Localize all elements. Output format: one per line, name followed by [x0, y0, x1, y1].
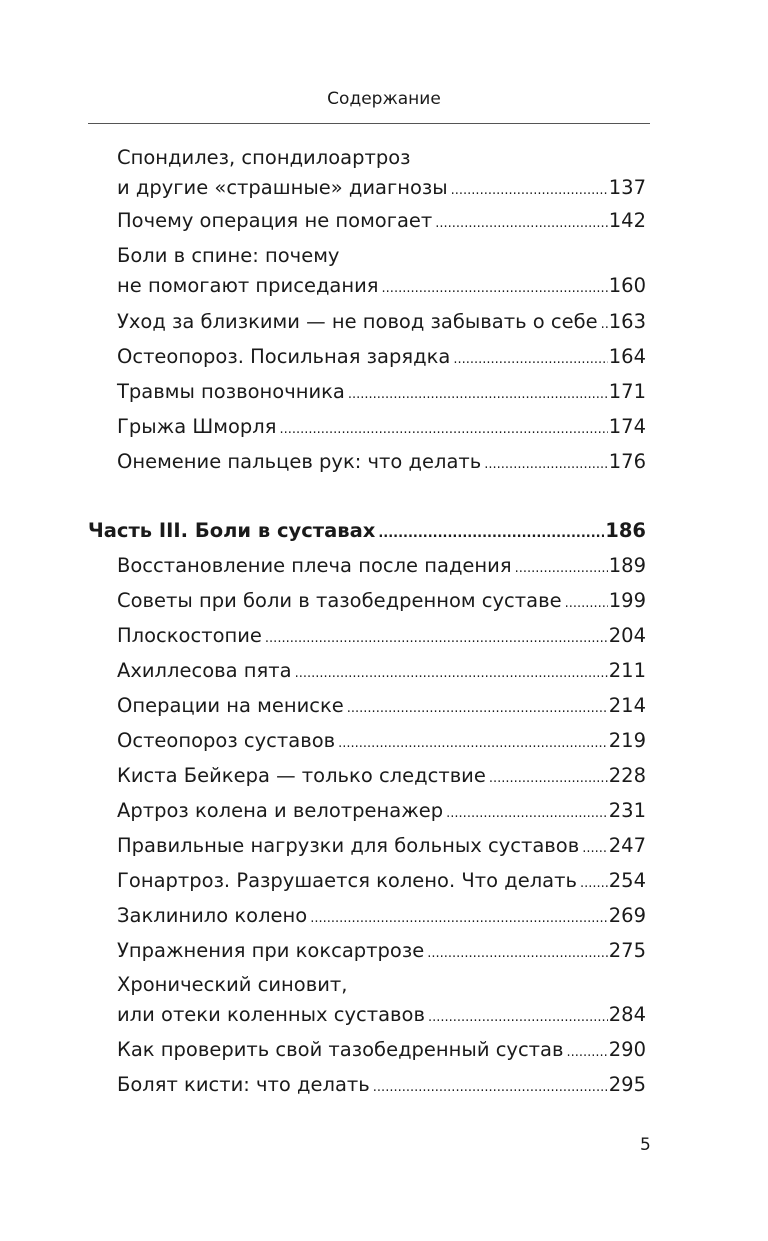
toc-entry-title: Как проверить свой тазобедренный сустав — [117, 1038, 564, 1061]
toc-leader-dots — [373, 1073, 608, 1103]
running-head-title: Содержание — [327, 89, 441, 109]
toc-entry-page: 254 — [608, 869, 646, 892]
toc-entry-page: 228 — [608, 764, 646, 787]
toc-entry-page: 284 — [608, 1003, 646, 1026]
toc-entry-page: 164 — [608, 345, 646, 368]
toc-entry-page: 219 — [608, 729, 646, 752]
toc-entry-schmorl-hernia[interactable] — [117, 412, 646, 442]
toc-part-page: 186 — [605, 519, 646, 542]
toc-entry-page: 269 — [608, 904, 646, 927]
toc-entry-title: Остеопороз суставов — [117, 729, 336, 752]
toc-entry-title: не помогают приседания — [117, 274, 379, 297]
toc-entry-title: и другие «страшные» диагнозы — [117, 176, 448, 199]
toc-entry-title: Остеопороз. Посильная зарядка — [117, 345, 451, 368]
toc-entry-title: Киста Бейкера — только следствие — [117, 764, 486, 787]
toc-leader-dots — [565, 589, 608, 619]
toc-entry-title: Заклинило колено — [117, 904, 308, 927]
toc-entry-page: 160 — [608, 274, 646, 297]
toc-entry[interactable] — [117, 1035, 646, 1065]
toc-entry-page: 171 — [608, 380, 646, 403]
toc-entry-page: 174 — [608, 415, 646, 438]
toc-entry-page: 204 — [608, 624, 646, 647]
toc-entry[interactable] — [117, 866, 646, 896]
toc-entry[interactable] — [117, 761, 646, 791]
toc-entry-title: Операции на мениске — [117, 694, 344, 717]
toc-leader-dots — [453, 345, 607, 375]
toc-entry-page: 275 — [608, 939, 646, 962]
toc-entry-title: Онемение пальцев рук: что делать — [117, 450, 482, 473]
toc-entry-page: 163 — [608, 310, 646, 333]
toc-entry-title: Ахиллесова пята — [117, 659, 292, 682]
toc-entry-page: 142 — [608, 209, 646, 232]
toc-entry[interactable] — [117, 796, 646, 826]
toc-entry-finger-numbness[interactable] — [117, 447, 646, 477]
toc-entry-page: 137 — [608, 176, 646, 199]
toc-entry[interactable] — [117, 656, 646, 686]
toc-entry-title: Упражнения при коксартрозе — [117, 939, 425, 962]
toc-entry-title: Грыжа Шморля — [117, 415, 277, 438]
toc-leader-dots — [338, 729, 608, 759]
toc-leader-dots — [489, 764, 608, 794]
toc-entry-page: 189 — [608, 554, 646, 577]
toc-entry-title: Гонартроз. Разрушается колено. Что делать — [117, 869, 577, 892]
toc-entry-page: 176 — [608, 450, 646, 473]
toc-entry-title-line1: Спондилез, спондилоартроз — [117, 146, 411, 169]
toc-leader-dots — [348, 380, 608, 410]
toc-leader-dots — [435, 209, 608, 239]
toc-entry-osteoporosis-exercise[interactable] — [117, 342, 646, 372]
toc-entry[interactable] — [117, 831, 646, 861]
toc-entry[interactable] — [117, 936, 646, 966]
toc-entry[interactable] — [117, 970, 646, 1030]
toc-leader-dots — [484, 450, 608, 480]
toc-entry-title: Плоскостопие — [117, 624, 262, 647]
toc-part-heading[interactable] — [88, 516, 646, 546]
toc-entry-title: Травмы позвоночника — [117, 380, 345, 403]
toc-leader-dots — [347, 694, 608, 724]
toc-entry-title-line1: Боли в спине: почему — [117, 244, 340, 267]
toc-leader-dots — [451, 176, 608, 206]
toc-entry-title-line1: Хронический синовит, — [117, 973, 348, 996]
toc-entry-spondylosis[interactable] — [117, 143, 646, 203]
toc-leader-dots — [427, 939, 608, 969]
toc-entry-page: 247 — [608, 834, 646, 857]
toc-leader-dots — [515, 554, 608, 584]
toc-entry-page: 211 — [608, 659, 646, 682]
toc-entry[interactable] — [117, 1070, 646, 1100]
toc-leader-dots — [580, 869, 608, 899]
toc-entry-caregiving[interactable] — [117, 307, 646, 337]
toc-leader-dots — [566, 1038, 607, 1068]
toc-entry[interactable] — [117, 691, 646, 721]
toc-entry-title: Почему операция не помогает — [117, 209, 433, 232]
toc-part-title: Часть III. Боли в суставах — [88, 519, 376, 542]
toc-leader-dots — [310, 904, 608, 934]
toc-leader-dots — [265, 624, 608, 654]
toc-leader-dots — [601, 310, 608, 340]
toc-entry-page: 290 — [608, 1038, 646, 1061]
toc-entry-back-pain[interactable] — [117, 241, 646, 301]
toc-leader-dots — [446, 799, 608, 829]
toc-entry[interactable] — [117, 621, 646, 651]
toc-leader-dots — [582, 834, 608, 864]
toc-leader-dots — [295, 659, 608, 689]
toc-entry-page: 214 — [608, 694, 646, 717]
toc-leader-dots — [428, 1003, 608, 1033]
toc-leader-dots — [382, 274, 608, 304]
toc-entry[interactable] — [117, 726, 646, 756]
toc-entry-title: Правильные нагрузки для больных суставов — [117, 834, 580, 857]
toc-entry-title: Советы при боли в тазобедренном суставе — [117, 589, 562, 612]
page-number: 5 — [640, 1135, 651, 1155]
toc-entry-page: 199 — [608, 589, 646, 612]
toc-entry-spine-injuries[interactable] — [117, 377, 646, 407]
toc-leader-dots — [279, 415, 607, 445]
toc-entry-title: Уход за близкими — не повод забывать о себе — [117, 310, 598, 333]
toc-entry[interactable] — [117, 551, 646, 581]
toc-entry[interactable] — [117, 586, 646, 616]
toc-entry[interactable] — [117, 901, 646, 931]
toc-entry-title: Болят кисти: что делать — [117, 1073, 370, 1096]
toc-entry-operation[interactable] — [117, 206, 646, 236]
toc-entry-title: Артроз колена и велотренажер — [117, 799, 444, 822]
toc-leader-dots — [378, 519, 604, 549]
toc-entry-title: или отеки коленных суставов — [117, 1003, 425, 1026]
toc-entry-title: Восстановление плеча после падения — [117, 554, 512, 577]
toc-entry-page: 295 — [608, 1073, 646, 1096]
toc-entry-page: 231 — [608, 799, 646, 822]
